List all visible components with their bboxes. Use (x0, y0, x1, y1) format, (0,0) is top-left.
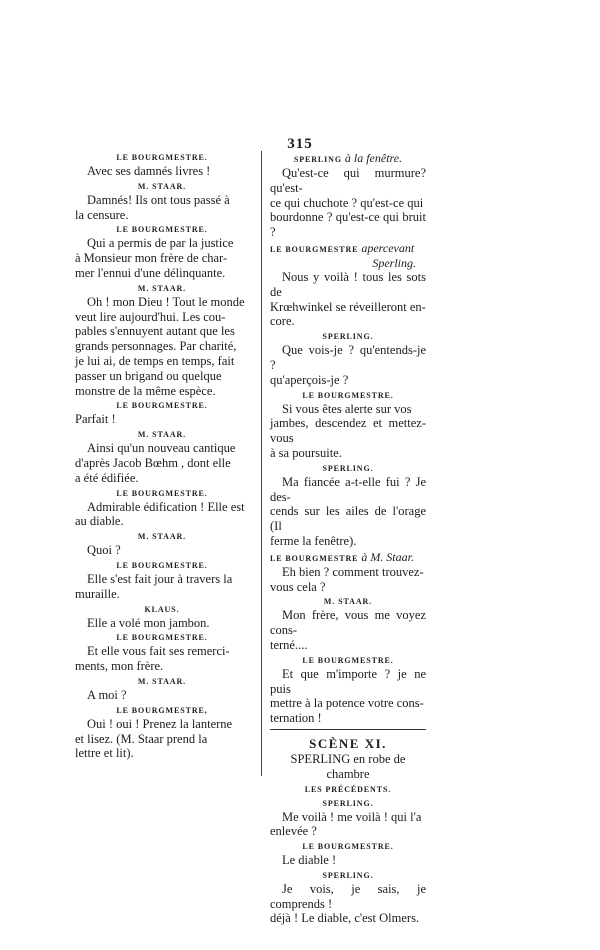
speaker-name: SPERLING. (322, 870, 374, 880)
dialogue-line: Avec ses damnés livres ! (87, 164, 211, 178)
dialogue-line: déjà ! Le diable, c'est Olmers. (270, 911, 420, 926)
speaker-name: LE BOURGMESTRE. (302, 390, 394, 400)
dialogue-line: Qui a permis de par la justice (87, 236, 234, 251)
speaker-name: LE BOURGMESTRE, (116, 705, 208, 715)
stage-direction: apercevant (361, 240, 415, 255)
dialogue-line: à Monsieur mon frère de char- (75, 251, 228, 266)
dialogue-line: pables s'ennuyent autant que les (75, 324, 235, 339)
dialogue-line: ments, mon frère. (75, 659, 164, 674)
dialogue-line: grands personnages. Par charité, (75, 339, 237, 354)
right-column (270, 150, 426, 926)
speaker-name: SPERLING. (322, 798, 374, 808)
dialogue-line: Ma fiancée a-t-elle fui ? Je des- (270, 474, 426, 504)
dialogue-line: Je vois, je sais, je comprends ! (270, 881, 426, 911)
dialogue-line: Le diable ! (282, 853, 337, 868)
dialogue-line: terné.... (270, 637, 308, 652)
dialogue-line: passer un brigand ou quelque (75, 368, 222, 383)
scene-title: SCÈNE XI. (309, 735, 387, 751)
dialogue-line: Elle a volé mon jambon. (87, 615, 210, 630)
dialogue-line: et lisez. (M. Staar prend la (75, 731, 208, 746)
dialogue-line: lettre et lit). (75, 746, 134, 761)
speaker-name: SPERLING. (322, 332, 374, 342)
dialogue-line: A moi ? (87, 687, 127, 702)
dialogue-line: enlevée ? (270, 824, 317, 839)
dialogue-line: ferme la fenêtre). (270, 533, 357, 548)
dialogue-line: la censure. (75, 207, 129, 222)
speaker-name: M. STAAR. (137, 283, 187, 293)
speaker-name: SPERLING. (322, 463, 374, 473)
left-column (75, 150, 249, 761)
scene-characters: LES PRÉCÉDENTS. (304, 784, 392, 794)
stage-direction: à la fenêtre. (344, 151, 403, 165)
dialogue-line: Damnés! Ils ont tous passé à (87, 192, 230, 207)
dialogue-line: Krœhwinkel se réveilleront en- (270, 299, 426, 314)
speaker-name: LE BOURGMESTRE. (116, 225, 208, 235)
dialogue-line: je lui ai, de temps en temps, fait (75, 353, 235, 368)
dialogue-line: Elle s'est fait jour à travers la (87, 571, 233, 586)
speaker-name: LE BOURGMESTRE. (302, 842, 394, 852)
speaker-name: M. STAAR. (137, 676, 187, 686)
dialogue-line: Qu'est-ce qui murmure? qu'est- (270, 166, 426, 195)
scene-separator-rule (270, 729, 426, 730)
dialogue-line: ce qui chuchote ? qu'est-ce qui (270, 195, 424, 210)
dialogue-line: Si vous êtes alerte sur vos (282, 401, 412, 416)
dialogue-line: Admirable édification ! Elle est (87, 499, 245, 514)
dialogue-line: Me voilà ! me voilà ! qui l'a (282, 809, 422, 824)
speaker-name: LE BOURGMESTRE (270, 553, 359, 563)
speaker-name: SPERLING (293, 155, 342, 164)
dialogue-line: au diable. (75, 514, 124, 529)
speaker-name: M. STAAR. (137, 430, 187, 440)
dialogue-line: monstre de la même espèce. (75, 383, 216, 398)
dialogue-line: ternation ! (270, 711, 322, 726)
speaker-with-direction (270, 152, 426, 166)
dialogue-line: Quoi ? (87, 543, 121, 558)
dialogue-line: qu'aperçois-je ? (270, 372, 349, 387)
page-number: 315 (287, 136, 313, 152)
dialogue-line: jambes, descendez et mettez-vous (270, 416, 426, 446)
speaker-name: LE BOURGMESTRE. (116, 560, 208, 570)
speaker-with-direction (270, 242, 426, 256)
speaker-name: LE BOURGMESTRE. (116, 401, 208, 411)
stage-direction: à M. Staar. (361, 549, 414, 564)
dialogue-line: Parfait ! (75, 412, 116, 427)
speaker-name: M. STAAR. (137, 181, 187, 191)
speaker-name: LE BOURGMESTRE. (116, 488, 208, 498)
dialogue-line: Eh bien ? comment trouvez- (282, 564, 424, 579)
dialogue-line: Mon frère, vous me voyez cons- (270, 608, 426, 638)
dialogue-line: Que vois-je ? qu'entends-je ? (270, 343, 426, 372)
dialogue-line: Et elle vous fait ses remerci- (87, 644, 230, 659)
speaker-with-direction (270, 551, 426, 565)
speaker-name: LE BOURGMESTRE. (116, 153, 208, 162)
dialogue-line: d'après Jacob Bœhm , dont elle (75, 455, 231, 470)
dialogue-line: Nous y voilà ! tous les sots de (270, 269, 426, 299)
speaker-name: LE BOURGMESTRE. (116, 633, 208, 643)
dialogue-line: bourdonne ? qu'est-ce qui bruit ? (270, 210, 426, 240)
dialogue-line: Et que m'importe ? je ne puis (270, 666, 426, 696)
speaker-name: LE BOURGMESTRE. (302, 655, 394, 665)
dialogue-line: cends sur les ailes de l'orage (Il (270, 504, 426, 534)
dialogue-line: a été édifiée. (75, 470, 139, 485)
dialogue-line: à sa poursuite. (270, 445, 342, 460)
column-divider (261, 151, 262, 776)
speaker-name: M. STAAR. (323, 597, 373, 607)
dialogue-line: core. (270, 314, 295, 329)
dialogue-line: veut lire aujourd'hui. Les cou- (75, 309, 226, 324)
dialogue-line: vous cela ? (270, 579, 326, 594)
scene-setting: SPERLING en robe de chambre (290, 751, 406, 781)
speaker-name: LE BOURGMESTRE (270, 244, 359, 254)
speaker-name: M. STAAR. (137, 532, 187, 542)
dialogue-line: muraille. (75, 586, 120, 601)
dialogue-line: Oh ! mon Dieu ! Tout le monde (87, 294, 245, 309)
speaker-name: KLAUS. (144, 604, 180, 614)
dialogue-line: mettre à la potence votre cons- (270, 696, 424, 711)
stage-direction: Sperling. (372, 255, 416, 270)
dialogue-line: mer l'ennui d'une délinquante. (75, 265, 226, 280)
dialogue-line: Oui ! oui ! Prenez la lanterne (87, 716, 233, 731)
dialogue-line: Ainsi qu'un nouveau cantique (87, 441, 236, 456)
